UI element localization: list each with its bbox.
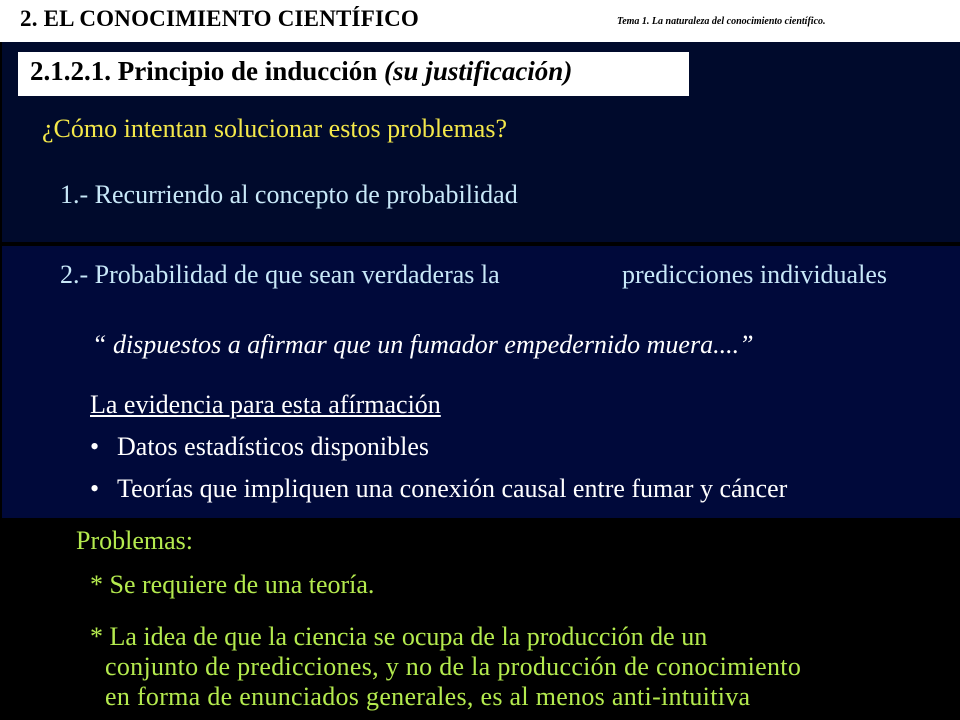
point-1: 1.- Recurriendo al concepto de probabilidad (60, 180, 518, 209)
list-item-text: Teorías que impliquen una conexión causal entre fumar y cáncer (117, 474, 788, 503)
header-subtitle: Tema 1. La naturaleza del conocimiento científico. (617, 16, 826, 27)
list-item (90, 432, 429, 462)
list-item (90, 474, 787, 504)
problems-heading: Problemas: (76, 526, 193, 555)
bullet-icon: • (90, 474, 100, 503)
bullet-icon: • (90, 432, 100, 461)
question-text: ¿Cómo intentan solucionar estos problemas? (42, 114, 508, 143)
section-title-italic: (su justificación) (384, 56, 573, 86)
problem-item-2-line-3: en forma de enunciados generales, es al menos anti-intuitiva (105, 682, 751, 711)
quote-text: “ dispuestos a afirmar que un fumador empedernido muera....” (92, 330, 754, 359)
problem-item-1: * Se requiere de una teoría. (90, 570, 375, 599)
evidence-heading: La evidencia para esta afírmación (90, 390, 441, 419)
section-title (30, 56, 572, 87)
section-title-main: 2.1.2.1. Principio de inducción (30, 56, 385, 86)
header-title: 2. EL CONOCIMIENTO CIENTÍFICO (20, 6, 420, 31)
problem-item-2-line-2: conjunto de predicciones, y no de la producción de conocimiento (105, 652, 802, 681)
problem-item-2: * La idea de que la ciencia se ocupa de la producción de un (90, 622, 708, 651)
point-2-part-2: predicciones individuales (622, 260, 887, 289)
list-item-text: Datos estadísticos disponibles (117, 432, 429, 461)
point-2-part-1: 2.- Probabilidad de que sean verdaderas la (60, 260, 500, 289)
